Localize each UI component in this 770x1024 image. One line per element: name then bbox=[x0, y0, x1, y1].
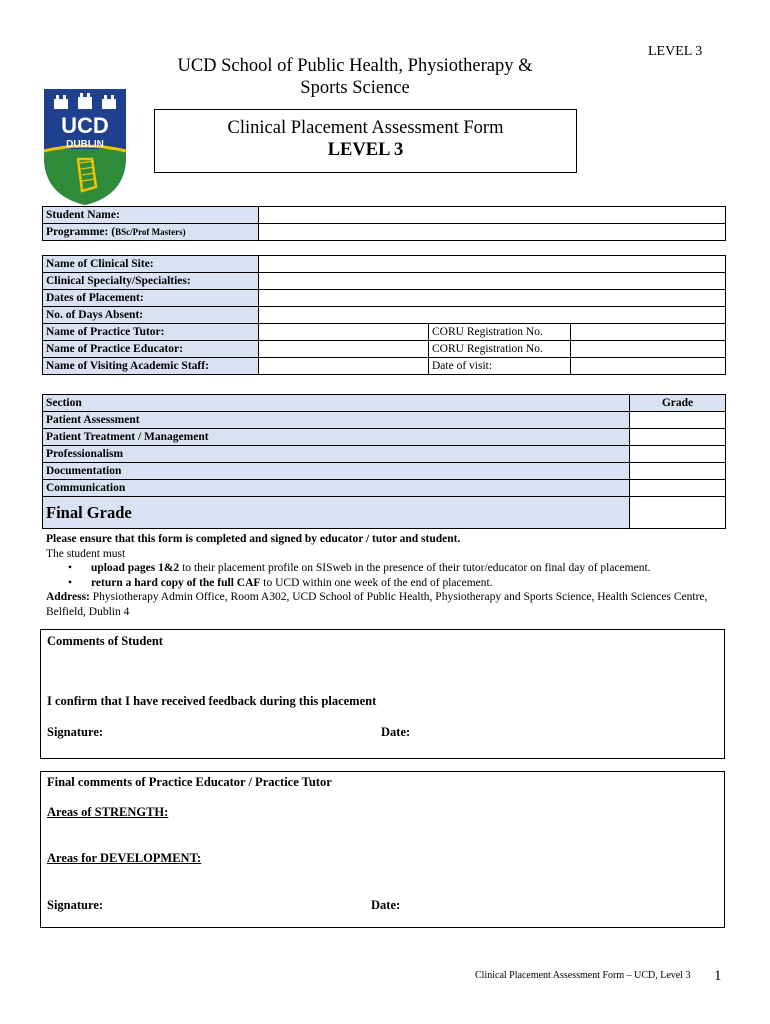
form-title-box bbox=[154, 109, 577, 173]
section-header: Section bbox=[43, 395, 630, 412]
grades-table bbox=[42, 394, 726, 529]
student-table bbox=[42, 206, 726, 241]
footer-text: Clinical Placement Assessment Form – UCD, Level 3 bbox=[475, 970, 691, 981]
instructions bbox=[46, 532, 736, 619]
academic-staff-label: Name of Visiting Academic Staff: bbox=[43, 358, 259, 375]
school-name bbox=[145, 55, 565, 99]
logo-text: UCD bbox=[61, 113, 109, 138]
feedback-confirmation: I confirm that I have received feedback during this placement bbox=[47, 694, 377, 708]
practice-educator-field[interactable] bbox=[259, 341, 429, 358]
level-indicator: LEVEL 3 bbox=[648, 44, 703, 59]
student-signature-label: Signature: bbox=[47, 725, 104, 739]
instruction-bullet: • upload pages 1&2 to their placement profile on SISweb in the presence of their tutor/educator on final day of placement. bbox=[91, 561, 736, 576]
placement-dates-label: Dates of Placement: bbox=[43, 290, 259, 307]
programme-field[interactable] bbox=[259, 224, 726, 241]
instruction-bullet: • return a hard copy of the full CAF to UCD within one week of the end of placement. bbox=[91, 576, 736, 591]
academic-staff-field[interactable] bbox=[259, 358, 429, 375]
grade-row-label: Communication bbox=[43, 480, 630, 497]
instruction-line: Please ensure that this form is completed and signed by educator / tutor and student. bbox=[46, 533, 461, 545]
address: Address: Physiotherapy Admin Office, Room A302, UCD School of Public Health, Physiotherapy and Sports Science, Health Sciences Centre, Belfield, Dublin 4 bbox=[46, 591, 708, 618]
grade-row-label: Documentation bbox=[43, 463, 630, 480]
visit-date-field[interactable] bbox=[571, 358, 726, 375]
grade-header: Grade bbox=[630, 395, 726, 412]
instruction-line: The student must bbox=[46, 547, 126, 560]
student-name-label: Student Name: bbox=[43, 207, 259, 224]
student-comments-title: Comments of Student bbox=[47, 634, 163, 648]
placement-table bbox=[42, 255, 726, 375]
final-grade-label: Final Grade bbox=[43, 497, 630, 529]
logo-subtext: DUBLIN bbox=[66, 139, 104, 150]
practice-tutor-field[interactable] bbox=[259, 324, 429, 341]
clinical-specialty-field[interactable] bbox=[259, 273, 726, 290]
practice-educator-label: Name of Practice Educator: bbox=[43, 341, 259, 358]
coru-reg-label-2: CORU Registration No. bbox=[429, 341, 571, 358]
form-title: Clinical Placement Assessment Form bbox=[227, 118, 504, 138]
page-number: 1 bbox=[714, 968, 722, 984]
student-comments-box[interactable] bbox=[40, 629, 725, 759]
practice-tutor-label: Name of Practice Tutor: bbox=[43, 324, 259, 341]
grade-field[interactable] bbox=[630, 429, 726, 446]
educator-date-label: Date: bbox=[371, 898, 401, 912]
clinical-site-label: Name of Clinical Site: bbox=[43, 256, 259, 273]
days-absent-label: No. of Days Absent: bbox=[43, 307, 259, 324]
educator-comments-box[interactable] bbox=[40, 771, 725, 928]
grade-row-label: Patient Treatment / Management bbox=[43, 429, 630, 446]
coru-reg-label-1: CORU Registration No. bbox=[429, 324, 571, 341]
educator-signature-label: Signature: bbox=[47, 898, 104, 912]
grade-field[interactable] bbox=[630, 463, 726, 480]
coru-reg-field-2[interactable] bbox=[571, 341, 726, 358]
ucd-logo bbox=[42, 87, 128, 207]
strength-label: Areas of STRENGTH: bbox=[47, 805, 169, 819]
school-line-2: Sports Science bbox=[300, 78, 410, 98]
school-line-1: UCD School of Public Health, Physiotherapy & bbox=[177, 56, 533, 76]
final-grade-field[interactable] bbox=[630, 497, 726, 529]
grade-row-label: Patient Assessment bbox=[43, 412, 630, 429]
educator-comments-title: Final comments of Practice Educator / Practice Tutor bbox=[47, 775, 332, 789]
grade-row-label: Professionalism bbox=[43, 446, 630, 463]
visit-date-label: Date of visit: bbox=[429, 358, 571, 375]
grade-field[interactable] bbox=[630, 446, 726, 463]
form-level: LEVEL 3 bbox=[327, 140, 404, 160]
clinical-site-field[interactable] bbox=[259, 256, 726, 273]
student-date-label: Date: bbox=[381, 725, 411, 739]
development-label: Areas for DEVELOPMENT: bbox=[47, 851, 202, 865]
days-absent-field[interactable] bbox=[259, 307, 726, 324]
coru-reg-field-1[interactable] bbox=[571, 324, 726, 341]
clinical-specialty-label: Clinical Specialty/Specialties: bbox=[43, 273, 259, 290]
student-name-field[interactable] bbox=[259, 207, 726, 224]
grade-field[interactable] bbox=[630, 412, 726, 429]
programme-label: Programme: (BSc/Prof Masters) bbox=[43, 224, 259, 241]
grade-field[interactable] bbox=[630, 480, 726, 497]
placement-dates-field[interactable] bbox=[259, 290, 726, 307]
